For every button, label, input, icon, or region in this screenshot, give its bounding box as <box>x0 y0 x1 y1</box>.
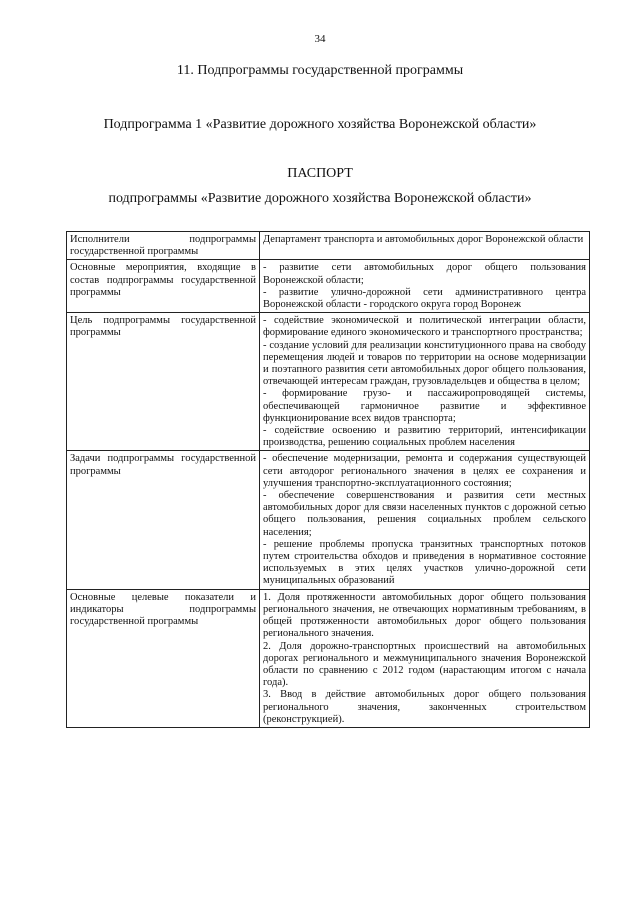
row-label: Цель подпрограммы государственной программы <box>67 313 260 451</box>
subprogram-title: Подпрограмма 1 «Развитие дорожного хозяйства Воронежской области» <box>103 117 537 132</box>
row-label: Основные мероприятия, входящие в состав подпрограммы государственной программы <box>67 260 260 313</box>
row-label: Основные целевые показатели и индикаторы подпрограммы государственной программы <box>67 589 260 727</box>
table-row-tasks <box>67 451 590 589</box>
content-item: - решение проблемы пропуска транзитных транспортных потоков путем строительства обходов и приведения в нормативное состояние используемых в этих целях участков улично-дорожной сети муниципальных образований <box>263 538 586 587</box>
row-content <box>260 313 590 451</box>
content-item: 3. Ввод в действие автомобильных дорог общего пользования регионального значения, законченных строительством (реконструкцией). <box>263 689 586 725</box>
row-label: Задачи подпрограммы государственной программы <box>67 451 260 589</box>
table-row-activities <box>67 260 590 313</box>
row-content <box>260 589 590 727</box>
content-item: Департамент транспорта и автомобильных дорог Воронежской области <box>263 234 584 245</box>
row-label: Исполнители подпрограммы государственной программы <box>67 232 260 260</box>
content-item: - обеспечение совершенствования и развития сети местных автомобильных дорог для связи населенных пунктов с дорожной сетью общего пользования, решения социальных проблем сельского населения; <box>263 490 586 538</box>
passport-table <box>66 231 590 728</box>
table-row-indicators <box>67 589 590 727</box>
row-content <box>260 260 590 313</box>
content-item: 1. Доля протяженности автомобильных дорог общего пользования регионального значения, не отвечающих нормативным требованиям, в общей протяженности автомобильных дорог общего пользования регионального значения. <box>263 591 586 640</box>
content-item: - развитие улично-дорожной сети административного центра Воронежской области - городского округа город Воронеж <box>263 286 586 311</box>
table-row-executors <box>67 232 590 260</box>
content-item: - обеспечение модернизации, ремонта и содержания существующей сети автодорог регионального значения в целях ее сохранения и улучшения транспортно-эксплуатационного состояния; <box>263 453 586 489</box>
content-item: - создание условий для реализации конституционного права на свободу перемещения людей и товаров по территории на основе модернизации и поэтапного развития сети автомобильных дорог общего пользования, отвечающей интересам граждан, грузовладельцев и общества в целом; <box>263 339 586 388</box>
page-number: 34 <box>314 33 326 45</box>
content-item: - содействие экономической и политической интеграции области, формирование единого экономического и транспортного пространства; <box>263 315 586 339</box>
passport-title: ПАСПОРТ <box>287 166 353 181</box>
content-item: 2. Доля дорожно-транспортных происшествий на автомобильных дорогах регионального и межмуниципального значения Воронежской области по сравнению с 2012 годом (нарастающим итогом с начала года). <box>263 640 586 689</box>
section-title: 11. Подпрограммы государственной программы <box>176 63 464 78</box>
row-content <box>260 451 590 589</box>
row-content <box>260 232 590 260</box>
table-row-goal <box>67 313 590 451</box>
content-item: - развитие сети автомобильных дорог общего пользования Воронежской области; <box>263 262 586 286</box>
passport-subtitle: подпрограммы «Развитие дорожного хозяйства Воронежской области» <box>108 191 532 206</box>
content-item: - содействие освоению и развитию территорий, интенсификации производства, решению социальных проблем населения <box>263 425 586 449</box>
content-item: - формирование грузо- и пассажиропроводящей системы, обеспечивающей гармоничное развитие и эффективное функционирование всех видов транспорта; <box>263 388 586 424</box>
